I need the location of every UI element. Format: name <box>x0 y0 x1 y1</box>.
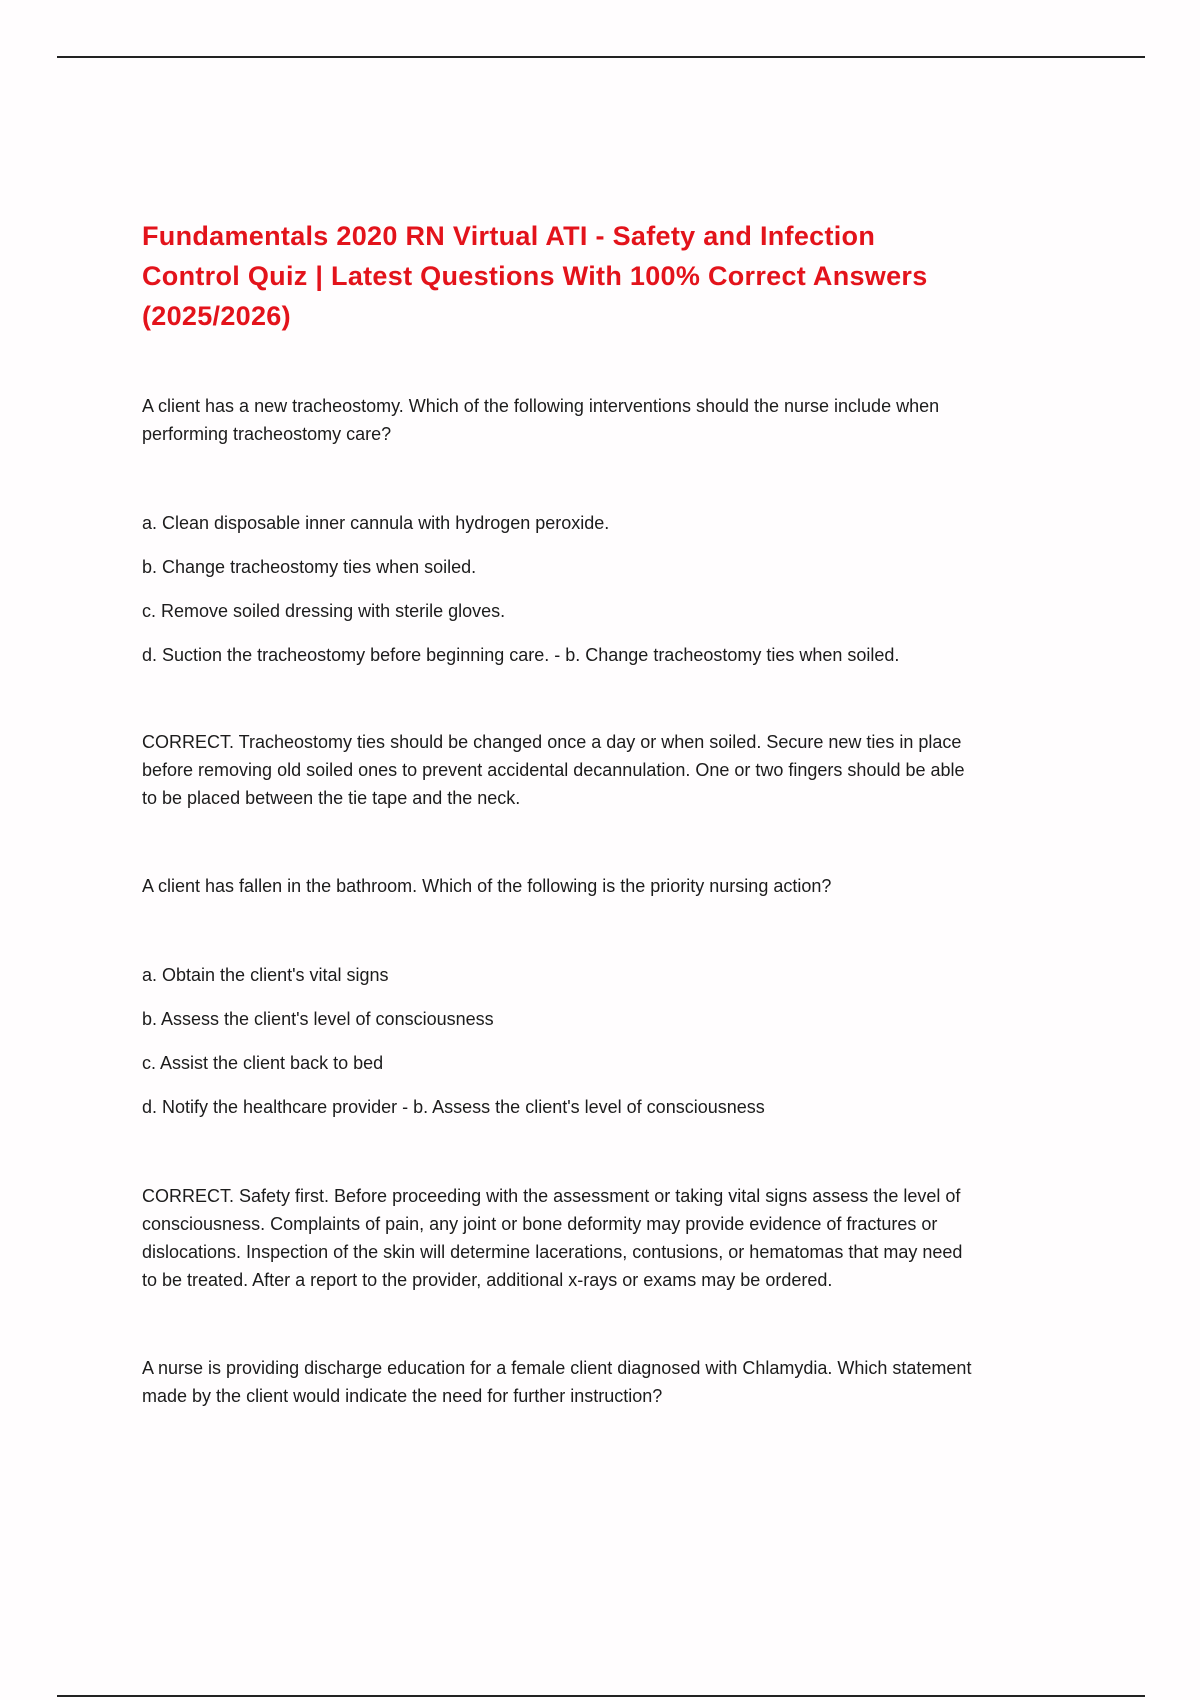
question-2-stem: A client has fallen in the bathroom. Which of the following is the priority nursing action? <box>142 876 832 896</box>
question-1-rationale: CORRECT. Tracheostomy ties should be changed once a day or when soiled. Secure new ties in place before removing old soiled ones to prevent accidental decannulation. One or two fingers should be able to be placed between the tie tape and the neck. <box>142 732 965 808</box>
question-1-stem: A client has a new tracheostomy. Which of the following interventions should the nurse include when performing tracheostomy care? <box>142 396 940 444</box>
question-2-rationale: CORRECT. Safety first. Before proceeding with the assessment or taking vital signs assess the level of consciousness. Complaints of pain, any joint or bone deformity may provide evidence of fractures or dislocations. Inspection of the skin will determine lacerations, contusions, or hematomas that may need to be treated. After a report to the provider, additional x-rays or exams may be ordered. <box>142 1186 963 1290</box>
title-line: (2025/2026) <box>142 301 291 331</box>
question-1-option-a: a. Clean disposable inner cannula with hydrogen peroxide. <box>142 513 610 533</box>
question-2-option-a: a. Obtain the client's vital signs <box>142 965 389 985</box>
question-1-option-c: c. Remove soiled dressing with sterile gloves. <box>142 601 506 621</box>
title-line: Control Quiz | Latest Questions With 100% Correct Answers <box>142 261 928 291</box>
header-rule <box>57 56 1145 58</box>
question-3-stem: A nurse is providing discharge education for a female client diagnosed with Chlamydia. Which statement made by the client would indicate the need for further instruction? <box>142 1358 972 1406</box>
question-1-option-d-answer: d. Suction the tracheostomy before beginning care. - b. Change tracheostomy ties when soiled. <box>142 645 900 665</box>
document-title <box>142 216 1062 336</box>
question-2-option-b: b. Assess the client's level of consciousness <box>142 1009 494 1029</box>
question-2-option-c: c. Assist the client back to bed <box>142 1053 384 1073</box>
question-2-option-d-answer: d. Notify the healthcare provider - b. Assess the client's level of consciousness <box>142 1097 765 1117</box>
title-line: Fundamentals 2020 RN Virtual ATI - Safety and Infection <box>142 221 876 251</box>
footer-rule <box>57 1695 1145 1697</box>
question-1-option-b: b. Change tracheostomy ties when soiled. <box>142 557 477 577</box>
